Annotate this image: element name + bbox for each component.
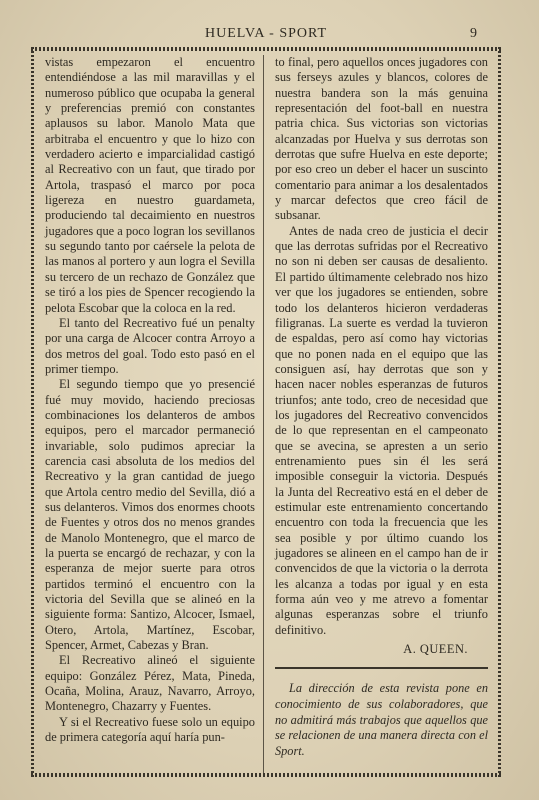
publication-title: HUELVA - SPORT bbox=[205, 26, 328, 41]
paragraph: to final, pero aquellos onces jugadores con sus ferseys azules y blancos, colores de nuestra bandera son la más genuina representación del foot-ball en nuestra patria chica. Sus victorias son victorias alcanzadas por Huelva y sus derrotas son derrotas que sufre Huelva en este deporte; por eso creo un deber el hacer un suscinto comentario para animar a los desalentados y marcar defectos que creo fácil de subsanar. bbox=[275, 55, 488, 223]
left-column bbox=[45, 55, 255, 745]
bottom-border bbox=[31, 773, 501, 777]
editorial-note: La dirección de esta revista pone en conocimiento de sus colaboradores, que no admitirá más trabajos que aquellos que se relacionen de una manera directa con el Sport. bbox=[275, 681, 488, 758]
note-divider bbox=[275, 667, 488, 669]
column-separator bbox=[263, 55, 264, 773]
top-border bbox=[31, 47, 501, 51]
text-frame bbox=[31, 47, 501, 777]
author-signature: A. QUEEN. bbox=[403, 642, 468, 657]
paragraph: El segundo tiempo que yo presencié fué muy movido, haciendo preciosas combinaciones los delanteros de ambos equipos, pero el marcador permaneció invariable, solo pudimos apreciar la carencia casi absoluta de los medios del Recreativo y la gran cantidad de juego que Artola centro medio del Sevilla, dió a sus delanteros. Vimos dos enormes choots de Fuentes y otros dos no menos grandes de Manolo Montenegro, que el marco de la puerta se encargó de rechazar, y con la esperanza de mejor suerte para otros partidos terminó el encuentro con la victoria del Sevilla que se alineó en la siguiente forma: Santizo, Alcocer, Ismael, Otero, Artola, Martínez, Escobar, Spencer, Armet, Cabezas y Bran. bbox=[45, 377, 255, 653]
page-header bbox=[0, 26, 539, 46]
right-column bbox=[275, 55, 488, 759]
right-border bbox=[498, 47, 501, 777]
left-border bbox=[31, 47, 34, 777]
paragraph: El Recreativo alineó el siguiente equipo: González Pérez, Mata, Pineda, Ocaña, Molina, Arauz, Navarro, Arroyo, Montenegro, Chazarry y Fuentes. bbox=[45, 653, 255, 714]
paragraph: vistas empezaron el encuentro entendiéndose a las mil maravillas y el numeroso público que ocupaba la general y preferencias premió con constantes aplausos su labor. Manolo Mata que arbitraba el encuentro y que lo hizo con verdadero acierto e imparcialidad castigó al Recreativo con un faut, que tirado por Artola, traspasó el marco por poca ligereza en nuestro guardameta, produciendo tal decaimiento en nuestros jugadores que a poco logran los sevillanos su segundo tanto por caérsele la pelota de las manos al portero y aun logra el Sevilla su tercero de un rechazo de González que se tiró a los pies de Spencer recogiendo la pelota Escobar que la coloca en la red. bbox=[45, 55, 255, 315]
paragraph: El tanto del Recreativo fué un penalty por una carga de Alcocer contra Arroyo a dos metros del goal. Todo esto pasó en el primer tiempo. bbox=[45, 315, 255, 376]
paragraph: Y si el Recreativo fuese solo un equipo de primera categoría aquí haría pun- bbox=[45, 714, 255, 745]
paragraph: Antes de nada creo de justicia el decir que las derrotas sufridas por el Recreativo no son ni deben ser causas de desaliento. El partido últimamente celebrado nos hizo ver que los jugadores se entienden, sobre todo los delanteros hicieron verdaderas filigranas. La suerte es verdad la tuvieron de espaldas, pero así como hay victorias que no ponen nada en el equipo que las consiguen así, hay derrotas que son y hacen nacer nobles esperanzas de futuros triunfos; ante todo, creo de necesidad que los jugadores del Recreativo convencidos de lo que representan en el campeonato que se avecina, se apresten a un serio entrenamiento pues sin él les será imposible conseguir la victoria. Después la Junta del Recreativo está en el deber de estimular este entrenamiento concertando encuentro con toda la frecuencia que les sea posible y por último cuando los jugadores se alineen en el campo han de ir convencidos de que la victoria o la derrota les alcanza a todas por igual y en esta forma aún veo y me atrevo a fomentar algunas esperanzas sobre el triunfo definitivo. bbox=[275, 223, 488, 637]
page-number: 9 bbox=[470, 26, 477, 41]
